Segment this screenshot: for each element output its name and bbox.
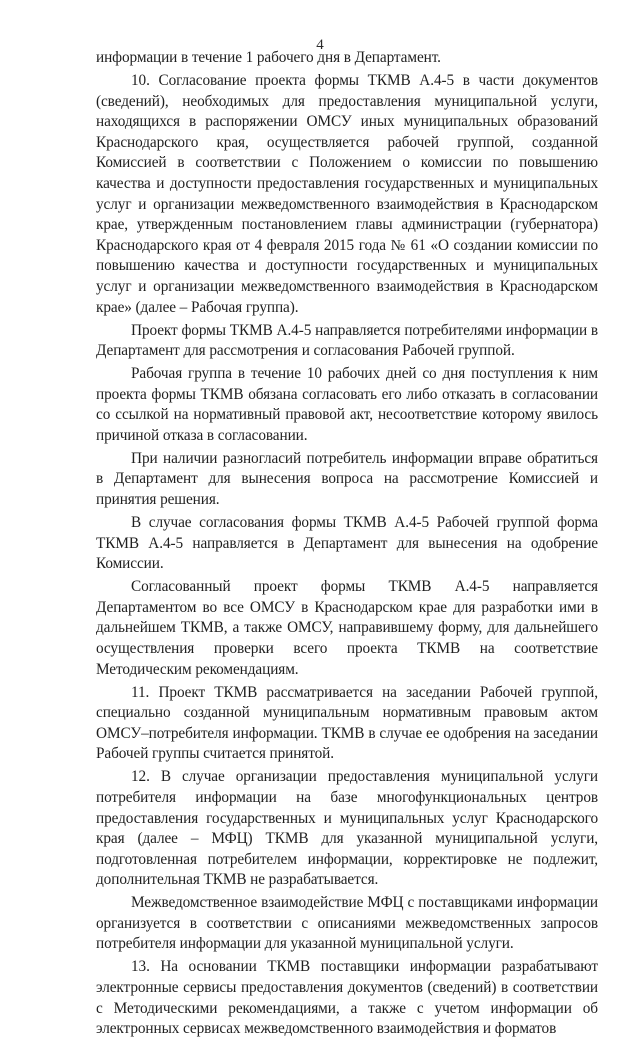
paragraph-item-11: 11. Проект ТКМВ рассматривается на заседании Рабочей группой, специально созданной муниципальным нормативным правовым актом ОМСУ–потребителя информации. ТКМВ в случае ее одобрения на заседании Рабочей группы считается принятой. xyxy=(96,683,598,763)
paragraph-working-group-deadline: Рабочая группа в течение 10 рабочих дней со дня поступления к ним проекта формы ТКМВ обязана согласовать его либо отказать в согласовании со ссылкой на нормативный правовой акт, несоответствие которому явилось причиной отказа в согласовании. xyxy=(96,365,598,444)
document-body xyxy=(96,48,598,1040)
paragraph-item-13: 13. На основании ТКМВ поставщики информации разрабатывают электронные сервисы предоставления документов (сведений) в соответствии с Методическими рекомендациями, а также с учетом информации об электронных сервисах межведомственного взаимодействия и форматов xyxy=(96,958,598,1038)
paragraph-disagreements: При наличии разногласий потребитель информации вправе обратиться в Департамент для вынесения вопроса на рассмотрение Комиссией и принятия решения. xyxy=(96,449,598,509)
paragraph-item-12: 12. В случае организации предоставления муниципальной услуги потребителя информации на базе многофункциональных центров предоставления государственных и муниципальных услуг Краснодарского края (далее – МФЦ) ТКМВ для указанной муниципальной услуги, подготовленная потребителем информации, корректировке не подлежит, дополнительная ТКМВ не разрабатывается. xyxy=(96,768,598,889)
paragraph-continuation: информации в течение 1 рабочего дня в Департамент. xyxy=(96,49,441,66)
paragraph-distribution: Согласованный проект формы ТКМВ А.4-5 направляется Департаментом во все ОМСУ в Краснодарском крае для разработки ими в дальнейшем ТКМВ, а также ОМСУ, направившему форму, для дальнейшего осуществления проверки всего проекта ТКМВ на соответствие Методическим рекомендациям. xyxy=(96,578,598,678)
paragraph-mfc-interaction: Межведомственное взаимодействие МФЦ с поставщиками информации организуется в соответствии с описаниями межведомственных запросов потребителя информации для указанной муниципальной услуги. xyxy=(96,894,598,953)
paragraph-project-submission: Проект формы ТКМВ А.4-5 направляется потребителями информации в Департамент для рассмотрения и согласования Рабочей группой. xyxy=(96,321,598,360)
paragraph-item-10: 10. Согласование проекта формы ТКМВ А.4-5 в части документов (сведений), необходимых для предоставления муниципальной услуги, находящихся в распоряжении ОМСУ иных муниципальных образований Краснодарского края, осуществляется рабочей группой, созданной Комиссией в соответствии с Положением о комиссии по повышению качества и доступности предоставления государственных и муниципальных услуг и организации межведомственного взаимодействия в Краснодарском крае, утвержденным постановлением главы администрации (губернатора) Краснодарского края от 4 февраля 2015 года № 61 «О создании комиссии по повышению качества и доступности государственных и муниципальных услуг и организации межведомственного взаимодействия в Краснодарском крае» (далее – Рабочая группа). xyxy=(96,71,598,316)
paragraph-approval: В случае согласования формы ТКМВ А.4-5 Рабочей группой форма ТКМВ А.4-5 направляется в Департамент для вынесения на одобрение Комиссии. xyxy=(96,514,598,573)
page-number: 4 xyxy=(316,37,324,53)
